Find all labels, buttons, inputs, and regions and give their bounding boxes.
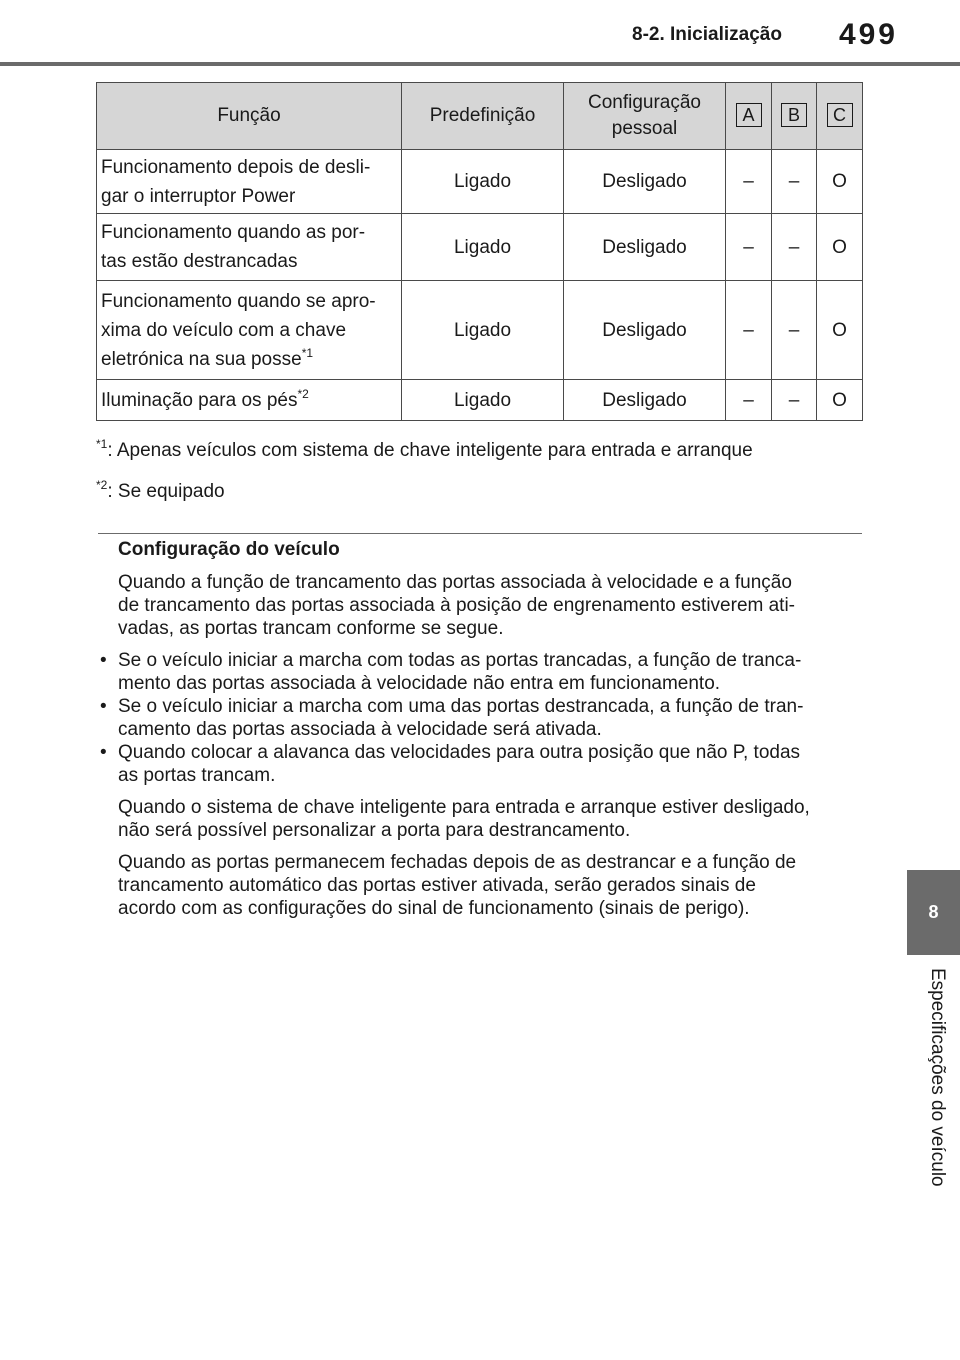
function-text: Iluminação para os pés [101, 389, 298, 411]
row-personal: Desligado [564, 281, 726, 380]
chapter-label: Especificações do veículo [927, 968, 948, 1187]
chapter-tab [907, 870, 960, 955]
footnote-text: : Se equipado [107, 481, 225, 502]
header-function: Função [97, 83, 402, 150]
row-default: Ligado [402, 214, 564, 281]
bullet-dot: • [100, 650, 107, 671]
function-line: Funcionamento quando as por- [101, 222, 366, 243]
row-a: – [726, 214, 772, 281]
footnote-1 [96, 437, 753, 462]
col-c-label: C [827, 103, 853, 127]
function-line [101, 345, 397, 374]
function-line: Funcionamento depois de desli- [101, 156, 371, 178]
col-a-label: A [736, 103, 762, 127]
row-c: O [817, 150, 863, 214]
function-line: tas estão destrancadas [101, 251, 298, 272]
row-b: – [772, 281, 817, 380]
info-paragraph-2 [118, 796, 862, 842]
header-divider [0, 62, 960, 66]
function-text: eletrónica na sua posse [101, 348, 302, 370]
row-default: Ligado [402, 150, 564, 214]
header-col-c [817, 83, 863, 150]
table-row [97, 214, 863, 281]
row-b: – [772, 380, 817, 421]
text-line: Se o veículo iniciar a marcha com uma das portas destrancada, a função de tran- [118, 696, 804, 717]
header-personal [564, 83, 726, 150]
row-c: O [817, 281, 863, 380]
footnote-ref: *1 [301, 345, 314, 360]
text-line: Quando a função de trancamento das portas associada à velocidade e a função [118, 572, 792, 593]
row-default: Ligado [402, 281, 564, 380]
text-line: trancamento automático das portas estiver ativada, serão gerados sinais de [118, 875, 756, 896]
row-personal: Desligado [564, 214, 726, 281]
text-line: não será possível personalizar a porta para destrancamento. [118, 820, 631, 841]
info-paragraph-3 [118, 851, 862, 920]
table-header-row [97, 83, 863, 150]
text-line: vadas, as portas trancam conforme se segue. [118, 618, 504, 639]
row-a: – [726, 380, 772, 421]
row-c: O [817, 380, 863, 421]
row-default: Ligado [402, 380, 564, 421]
function-line [101, 386, 397, 415]
bullet-dot: • [100, 696, 107, 717]
footnote-mark: *2 [96, 478, 108, 492]
bullet-list [100, 649, 862, 787]
header-personal-line1: Configuração [587, 92, 702, 113]
list-item [100, 649, 862, 695]
list-item [100, 741, 862, 787]
row-function [97, 281, 402, 380]
header-col-b [772, 83, 817, 150]
section-divider [98, 533, 862, 534]
text-line: Quando as portas permanecem fechadas depois de as destrancar e a função de [118, 852, 797, 873]
settings-table [96, 82, 863, 421]
row-a: – [726, 150, 772, 214]
header-col-a [726, 83, 772, 150]
text-line: mento das portas associada à velocidade não entra em funcionamento. [118, 673, 721, 694]
header-default: Predefinição [402, 83, 564, 150]
bullet-dot: • [100, 742, 107, 763]
info-block [100, 538, 862, 929]
row-a: – [726, 281, 772, 380]
footnote-2 [96, 478, 225, 503]
page-number: 499 [838, 18, 898, 51]
row-function [97, 214, 402, 281]
table-row [97, 380, 863, 421]
row-personal: Desligado [564, 150, 726, 214]
col-b-label: B [781, 103, 807, 127]
function-line: gar o interruptor Power [101, 185, 296, 207]
text-line: as portas trancam. [118, 765, 276, 786]
row-function [97, 150, 402, 214]
function-line: xima do veículo com a chave [101, 319, 347, 341]
header-personal-line2: pessoal [611, 118, 678, 139]
info-intro [118, 571, 862, 640]
text-line: Se o veículo iniciar a marcha com todas as portas trancadas, a função de tranca- [118, 650, 802, 671]
function-line: Funcionamento quando se apro- [101, 290, 376, 312]
list-item [100, 695, 862, 741]
row-function [97, 380, 402, 421]
info-title: Configuração do veículo [118, 539, 340, 560]
row-personal: Desligado [564, 380, 726, 421]
text-line: acordo com as configurações do sinal de funcionamento (sinais de perigo). [118, 898, 750, 919]
footnote-text: : Apenas veículos com sistema de chave inteligente para entrada e arranque [107, 440, 753, 461]
chapter-number: 8 [928, 902, 939, 922]
text-line: de trancamento das portas associada à posição de engrenamento estiverem ati- [118, 595, 796, 616]
row-b: – [772, 214, 817, 281]
text-line: camento das portas associada à velocidade será ativada. [118, 719, 602, 740]
text-line: Quando colocar a alavanca das velocidades para outra posição que não P, todas [118, 742, 801, 763]
text-line: Quando o sistema de chave inteligente para entrada e arranque estiver desligado, [118, 797, 810, 818]
table-row [97, 150, 863, 214]
footnote-mark: *1 [96, 437, 108, 451]
section-title: 8-2. Inicialização [632, 24, 782, 45]
footnote-ref: *2 [297, 386, 309, 401]
table-row [97, 281, 863, 380]
row-b: – [772, 150, 817, 214]
row-c: O [817, 214, 863, 281]
